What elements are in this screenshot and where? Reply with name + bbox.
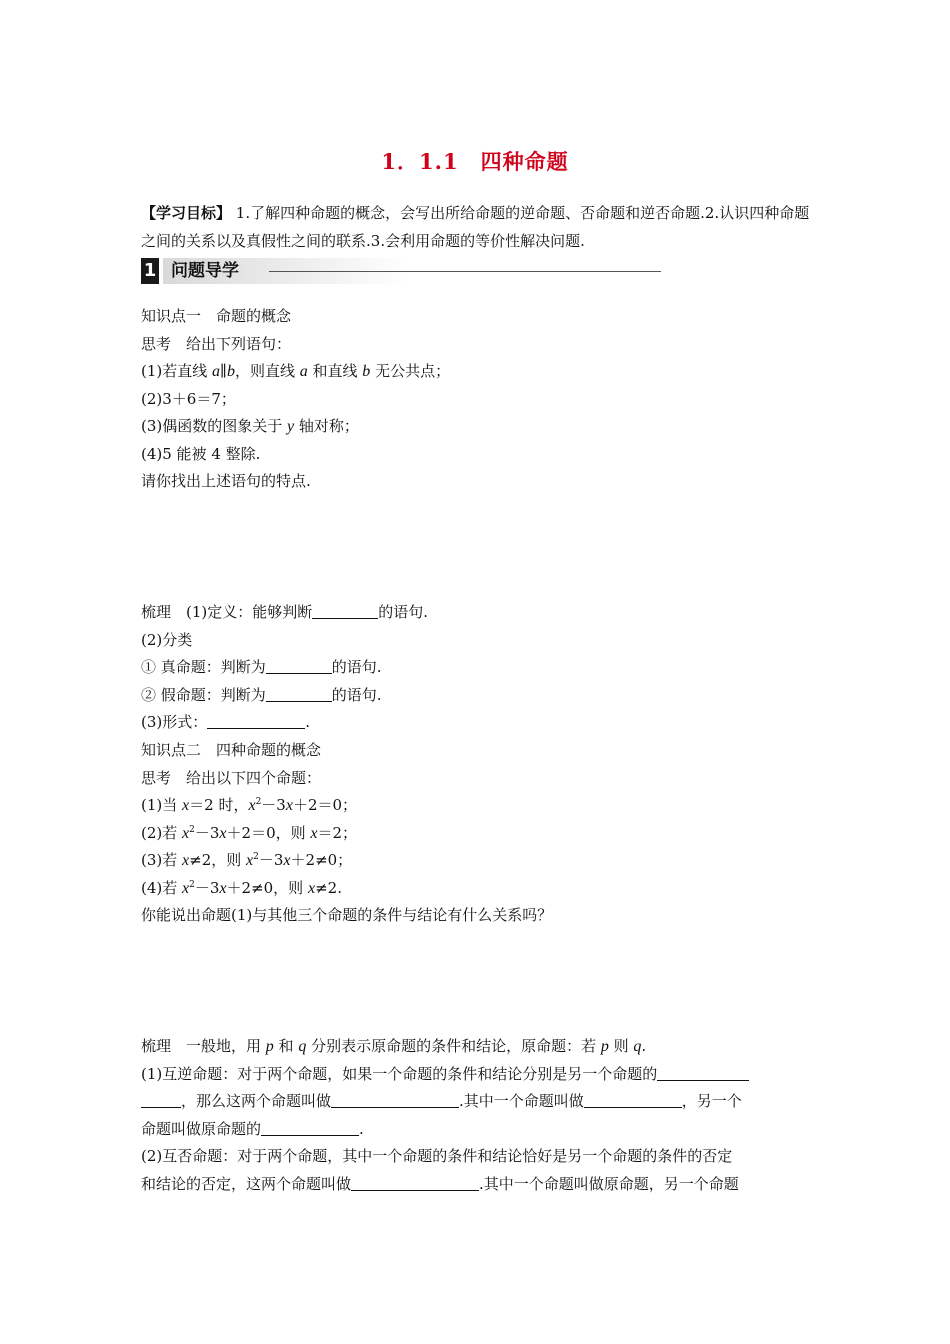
summary2-inverse-line1: (2)互否命题：对于两个命题，其中一个命题的条件和结论恰好是另一个命题的条件的否定 <box>141 1147 733 1165</box>
summary1-definition: 梳理 (1)定义：能够判断 的语句. <box>141 603 429 621</box>
kp2-heading: 知识点二 四种命题的概念 <box>141 741 322 759</box>
summary1-false: ② 假命题：判断为 的语句. <box>141 685 382 704</box>
summary1-classify: (2)分类 <box>141 630 193 649</box>
kp1-think: 思考 给出下列语句： <box>141 334 292 353</box>
answer-blank[interactable] <box>207 712 305 729</box>
answer-blank[interactable] <box>351 1174 479 1191</box>
answer-blank[interactable] <box>261 1119 359 1136</box>
answer-blank[interactable] <box>584 1091 682 1108</box>
kp2-proposition-1: (1)当 x＝2 时，$x^2-3x+2=0$； <box>141 796 358 814</box>
answer-blank[interactable] <box>312 602 378 619</box>
kp1-sentence-3: (3)偶函数的图象关于 y 轴对称； <box>141 417 359 435</box>
kp1-question: 请你找出上述语句的特点. <box>141 472 311 490</box>
kp2-question: 你能说出命题(1)与其他三个命题的条件与结论有什么关系吗？ <box>141 906 553 924</box>
section-title: 问题导学 <box>163 258 411 284</box>
summary1-form: (3)形式： . <box>141 713 311 731</box>
answer-blank[interactable] <box>331 1091 459 1108</box>
page-title: 1．1.1 四种命题 <box>381 149 569 174</box>
kp2-think: 思考 给出以下四个命题： <box>141 768 322 787</box>
section-header <box>141 258 521 284</box>
objectives-label: 【学习目标】 <box>141 204 232 222</box>
summary2-converse-line3: 命题叫做原命题的 . <box>141 1119 364 1138</box>
learning-objectives <box>141 199 813 255</box>
answer-blank[interactable] <box>266 685 332 702</box>
section-number: 1 <box>141 258 159 284</box>
objectives-text: 1.了解四种命题的概念，会写出所给命题的逆命题、否命题和逆否命题.2.认识四种命题之间的关系以及真假性之间的联系.3.会利用命题的等价性解决问题. <box>141 204 810 250</box>
kp2-proposition-2: (2)若 $x^2-3x+2=0$，则 x＝2； <box>141 823 358 842</box>
answer-blank[interactable] <box>266 657 332 674</box>
kp1-sentence-1: (1)若直线 a∥b，则直线 a 和直线 b 无公共点； <box>141 362 451 380</box>
knowledge-point-1 <box>141 303 813 496</box>
kp1-heading: 知识点一 命题的概念 <box>141 307 292 325</box>
summary2-intro: 梳理 一般地，用 p 和 q 分别表示原命题的条件和结论，原命题：若 p 则 q. <box>141 1037 647 1055</box>
kp2-proposition-3: (3)若 x≠2，则 $x^2-3x+2\ne 0$； <box>141 851 353 869</box>
summary-1 <box>141 599 813 737</box>
answer-blank[interactable] <box>657 1064 749 1081</box>
summary2-converse-line1: (1)互逆命题：对于两个命题，如果一个命题的条件和结论分别是另一个命题的 <box>141 1061 813 1089</box>
summary2-inverse-line2: 和结论的否定，这两个命题叫做 .其中一个命题叫做原命题，另一个命题 <box>141 1174 739 1193</box>
summary2-converse-line2: ，那么这两个命题叫做 .其中一个命题叫做 ，另一个 <box>141 1088 813 1116</box>
answer-blank[interactable] <box>141 1091 181 1108</box>
section-divider <box>269 271 661 272</box>
summary1-true: ① 真命题：判断为 的语句. <box>141 658 382 676</box>
knowledge-point-2 <box>141 737 813 930</box>
summary-2 <box>141 1033 813 1198</box>
kp1-sentence-4: (4)5 能被 4 整除. <box>141 444 261 463</box>
kp1-sentence-2: (2)3＋6＝7； <box>141 389 236 408</box>
kp2-proposition-4: (4)若 $x^2-3x+2\ne 0$，则 x≠2. <box>141 878 342 897</box>
